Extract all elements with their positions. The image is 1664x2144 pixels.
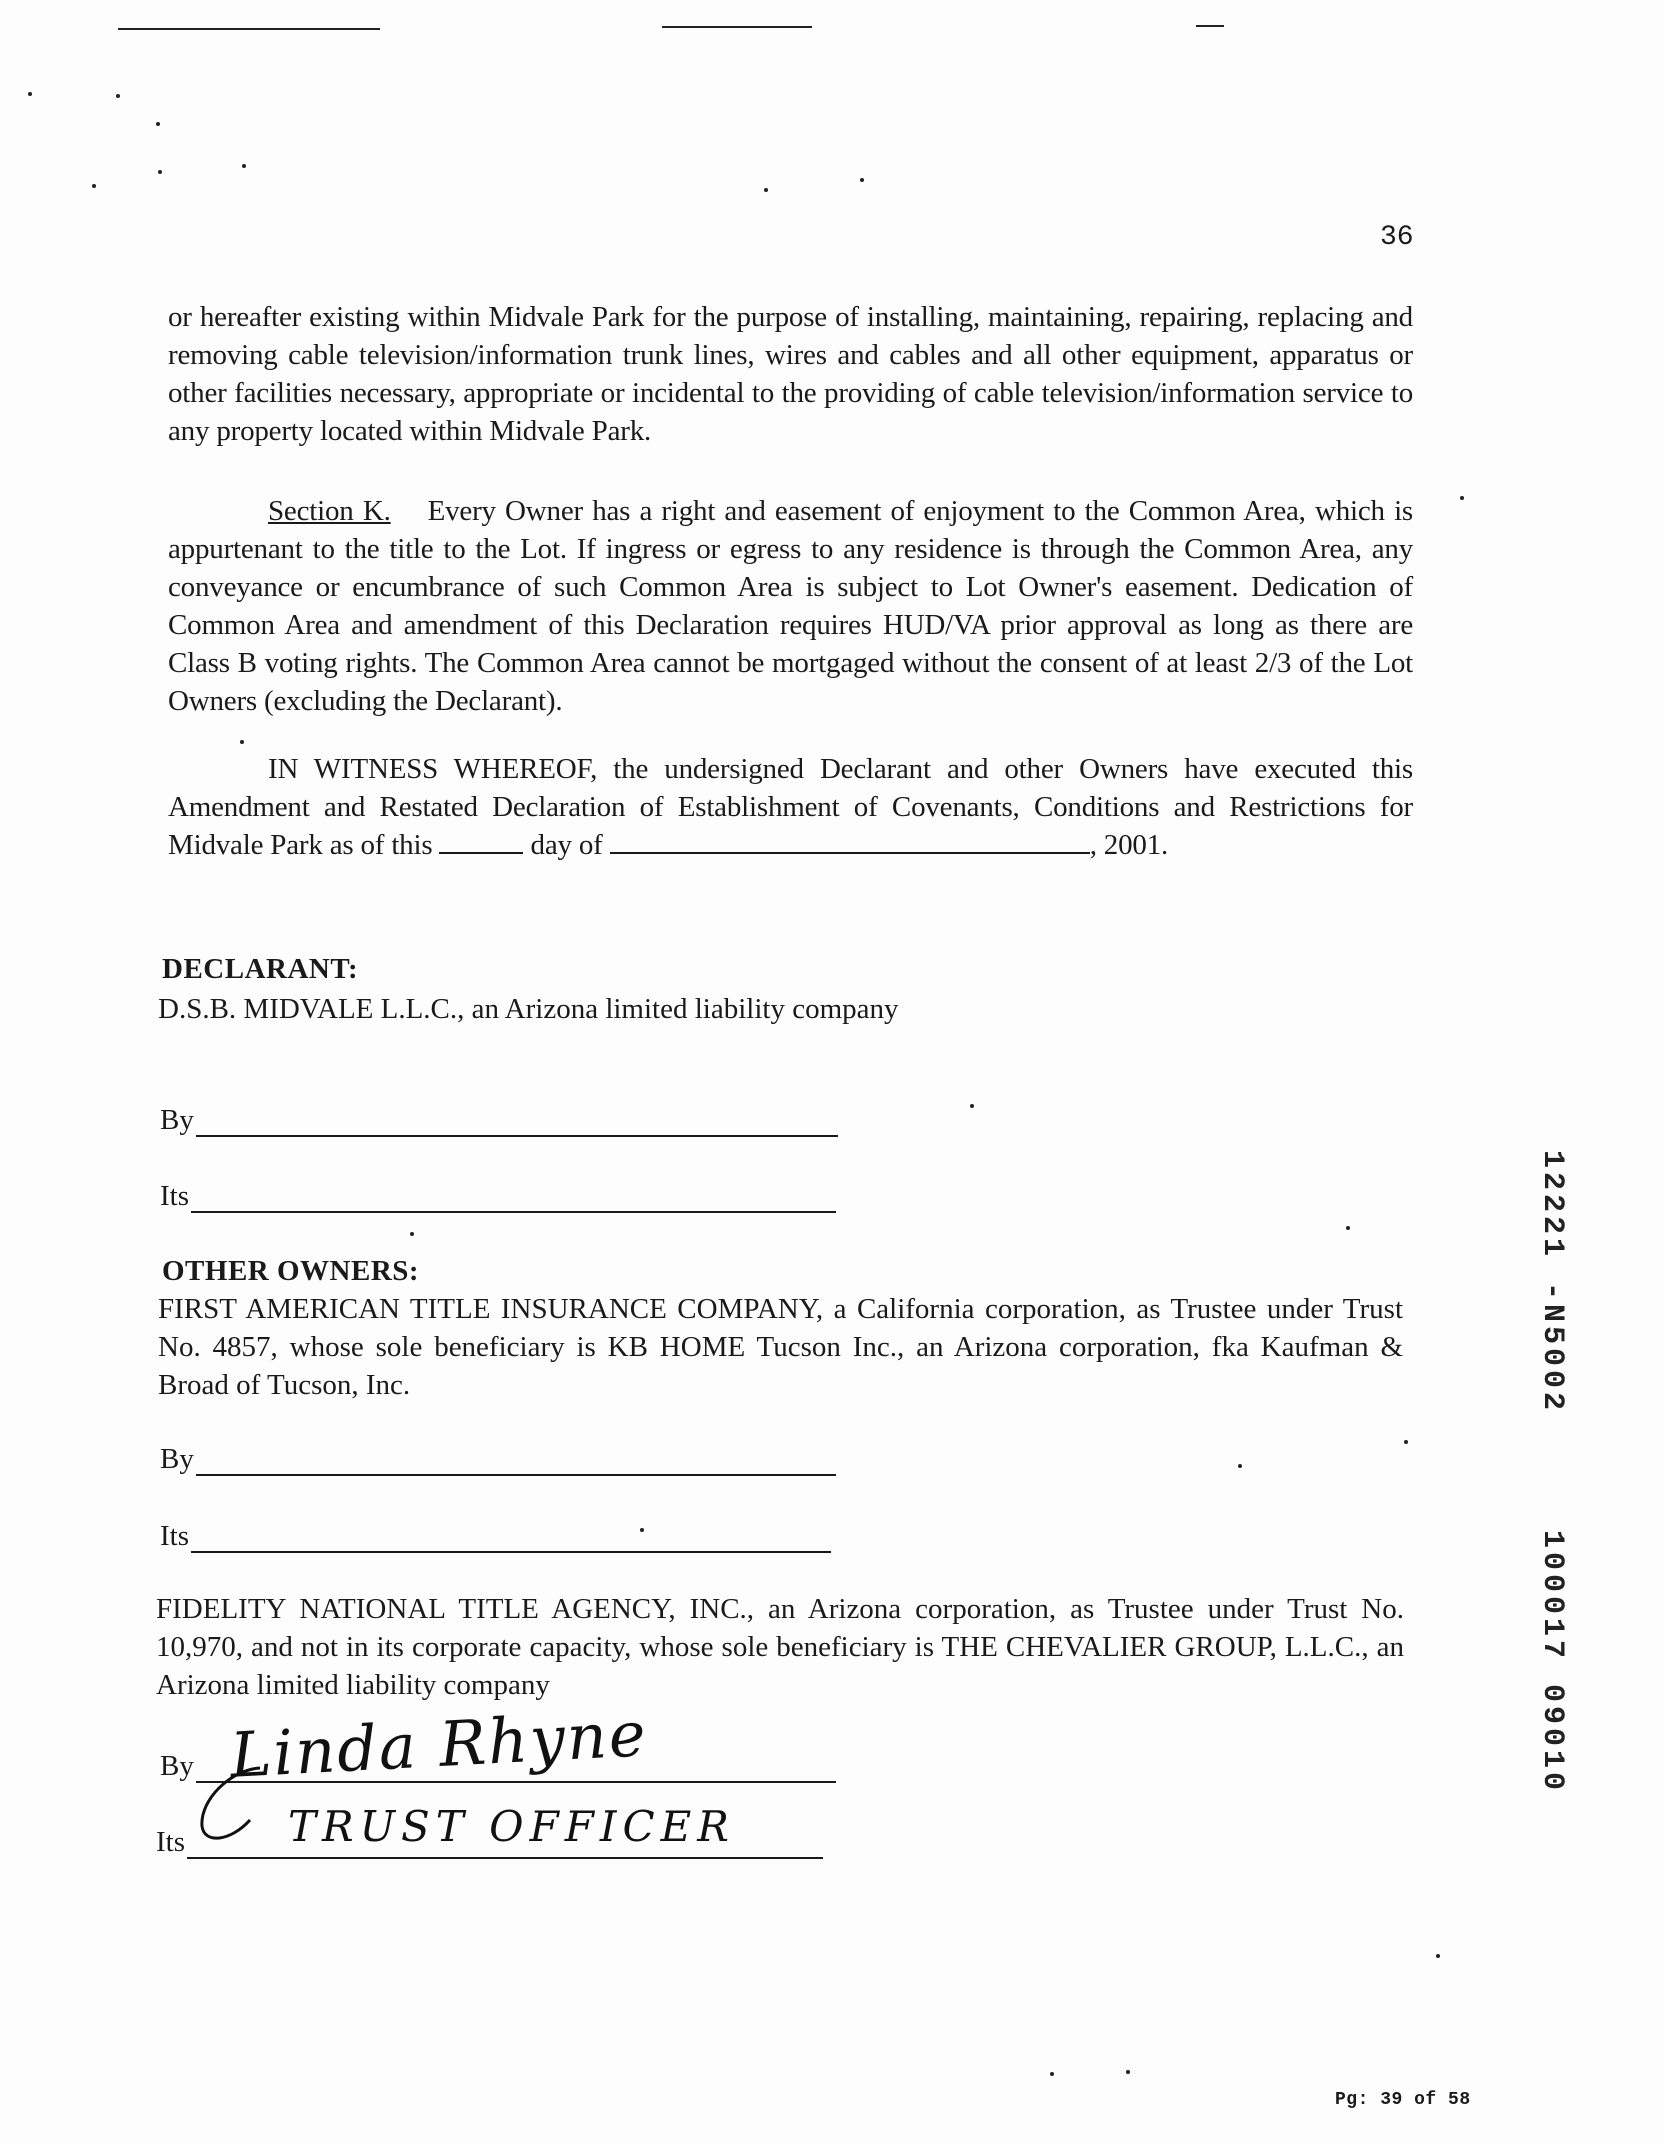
scan-artifact-speck [1436,1954,1440,1958]
scan-artifact-speck [410,1232,414,1236]
scan-artifact-speck [1346,1226,1350,1230]
scan-artifact-line [662,26,812,28]
declarant-name: D.S.B. MIDVALE L.L.C., an Arizona limited liability company [158,993,899,1025]
paragraph-section-k [168,492,1413,720]
fidelity-handwritten-signature: Linda Rhyne [228,1697,650,1792]
recording-stamp-lower: 100017 09010 [1535,1530,1569,1795]
scan-artifact-speck [860,178,864,182]
first-american-by-signature-line[interactable] [196,1446,836,1476]
scan-artifact-speck [1238,1464,1242,1468]
scan-artifact-speck [1126,2070,1130,2074]
fidelity-text: FIDELITY NATIONAL TITLE AGENCY, INC., an Arizona corporation, as Trustee under Trust No. 10,970, and not in its corporate capacity, whose sole beneficiary is THE CHEVALIER GROUP, L.L.C., an Arizona limited liability company [156,1593,1404,1701]
section-k-text: Every Owner has a right and easement of enjoyment to the Common Area, which is appurtenant to the title to the Lot. If ingress or egress to any residence is through the Common Area, any conveyance or encumbrance of such Common Area is subject to Lot Owner's easement. Dedication of Common Area and amendment of this Declaration requires HUD/VA prior approval as long as there are Class B voting rights. The Common Area cannot be mortgaged without the consent of at least 2/3 of the Lot Owners (excluding the Declarant). [168,495,1414,717]
scan-artifact-speck [764,188,768,192]
fidelity-handwritten-title: TRUST OFFICER [288,1802,735,1851]
declarant-its-line[interactable] [191,1183,836,1213]
scan-artifact-speck [1404,1440,1408,1444]
its-label: Its [160,1520,189,1552]
scan-artifact-speck [242,164,246,168]
first-american-its-row [160,1520,831,1553]
scan-artifact-speck [116,94,120,98]
scan-artifact-line [118,28,380,30]
declarant-by-row [160,1104,838,1137]
witness-year: , 2001. [1089,829,1169,861]
recording-stamp-upper: 12221 -N5002 [1535,1150,1569,1415]
first-american-text: FIRST AMERICAN TITLE INSURANCE COMPANY, a California corporation, as Trustee under Trust No. 4857, whose sole beneficiary is KB HOME Tucson Inc., an Arizona corporation, fka Kaufman & Broad of Tucson, Inc. [158,1293,1403,1401]
page-number: 36 [1380,222,1414,253]
paragraph-cable-easement: or hereafter existing within Midvale Park for the purpose of installing, maintaining, repairing, replacing and removing cable television/information trunk lines, wires and cables and all other equipment, apparatus or other facilities necessary, appropriate or incidental to the providing of cable television/information service to any property located within Midvale Park. [168,301,1413,447]
witness-day-of: day of [530,829,603,861]
scan-artifact-speck [156,122,160,126]
scan-artifact-speck [240,740,244,744]
its-label: Its [160,1180,189,1212]
scan-artifact-speck [1050,2072,1054,2076]
section-k-label: Section K. [268,495,391,527]
declarant-its-row [160,1180,836,1213]
by-label: By [160,1443,194,1475]
scan-artifact-speck [970,1104,974,1108]
paragraph-in-witness [168,750,1413,864]
scan-artifact-speck [158,170,162,174]
other-owners-heading: OTHER OWNERS: [162,1255,420,1287]
declarant-by-signature-line[interactable] [196,1107,838,1137]
first-american-its-line[interactable] [191,1523,831,1553]
scan-artifact-speck [28,92,32,96]
by-label: By [160,1750,194,1782]
scan-artifact-speck [1460,496,1464,500]
its-label: Its [156,1826,185,1858]
month-blank[interactable] [610,826,1090,854]
declarant-heading: DECLARANT: [162,953,359,985]
scan-artifact-speck [92,184,96,188]
witness-text: IN WITNESS WHEREOF, the undersigned Declarant and other Owners have executed this Amendment and Restated Declaration of Establishment of Covenants, Conditions and Restrictions for Midvale Park as of this [168,753,1413,861]
day-blank[interactable] [439,826,523,854]
scan-artifact-line [1196,25,1224,27]
first-american-by-row [160,1443,836,1476]
footer-page-count: Pg: 39 of 58 [1335,2090,1471,2110]
by-label: By [160,1104,194,1136]
